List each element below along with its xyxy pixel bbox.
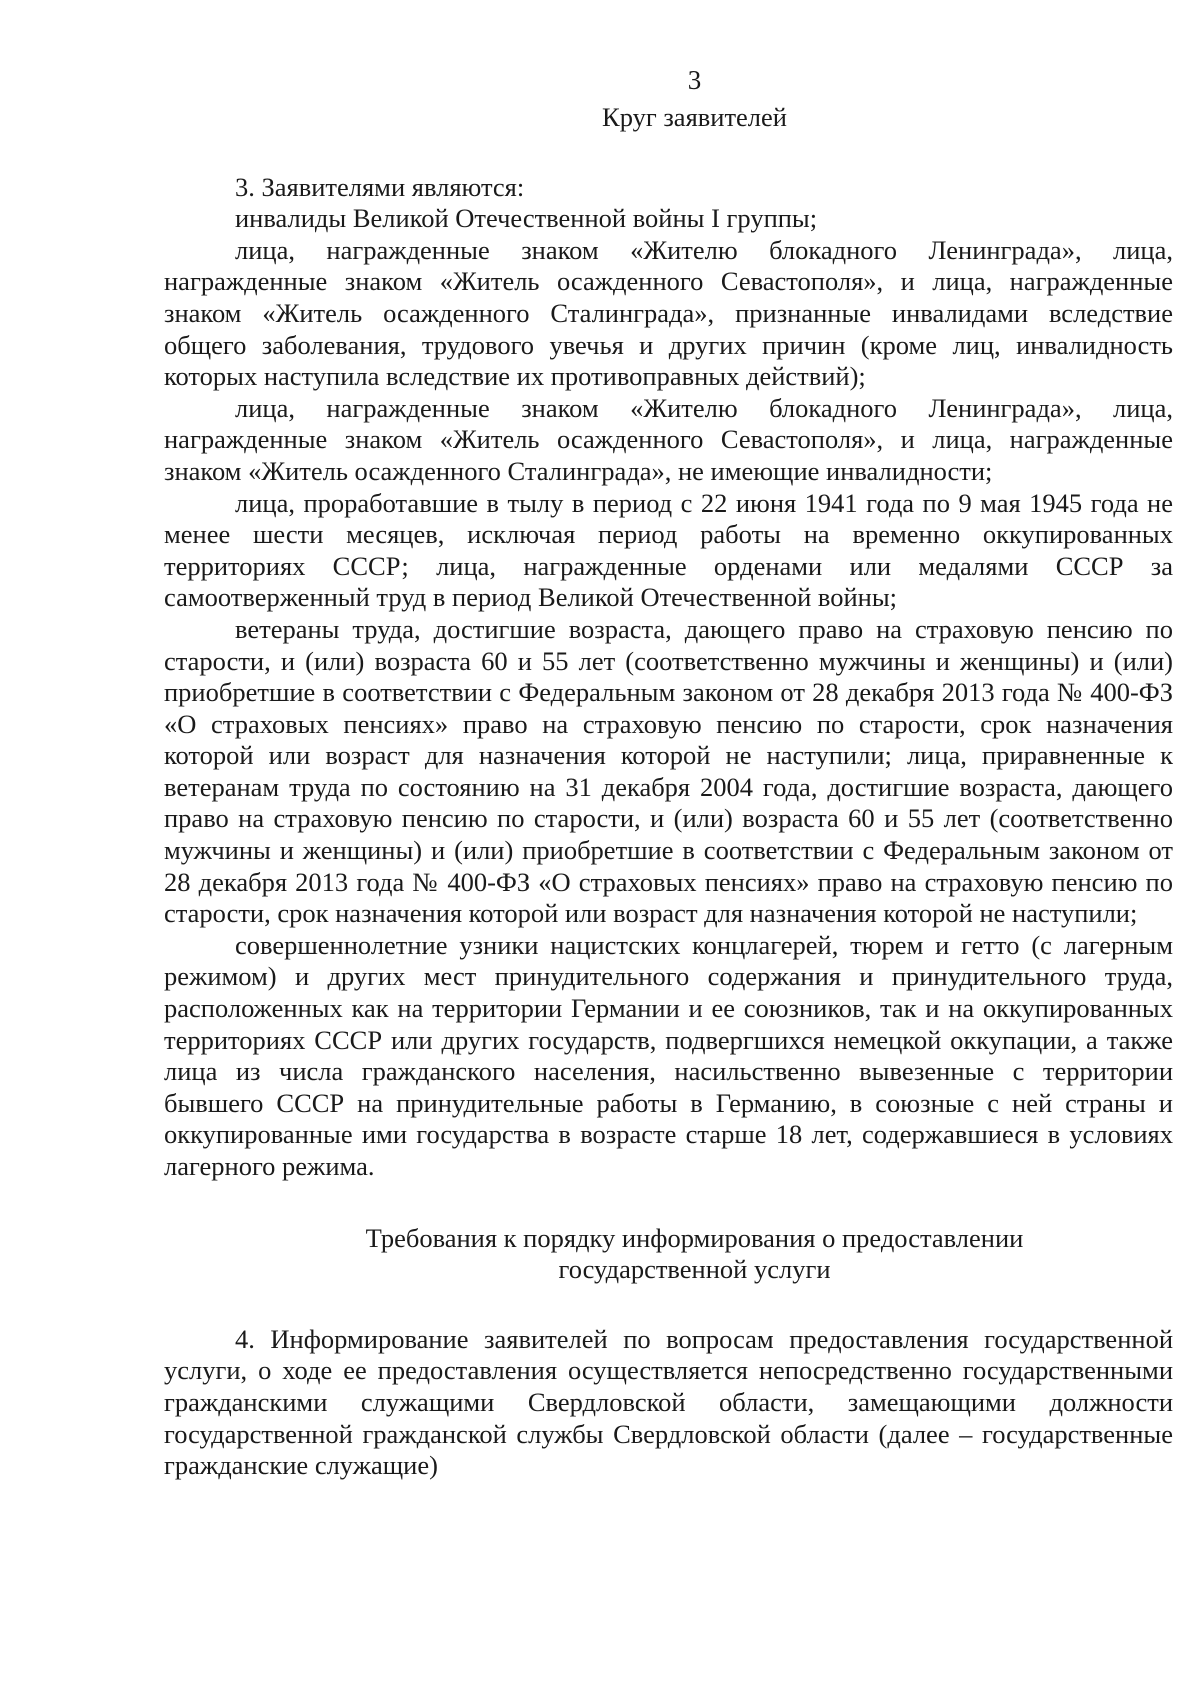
heading-line: Требования к порядку информирования о предоставлении — [365, 1222, 1024, 1253]
page-content — [164, 62, 1173, 1482]
paragraph: лица, проработавшие в тылу в период с 22 июня 1941 года по 9 мая 1945 года не менее шести месяцев, исключая период работы на временно оккупированных территориях СССР; лица, награжденные орденами или медалями СССР за самоотверженный труд в период Великой Отечественной войны; — [164, 487, 1173, 613]
paragraph: 3. Заявителями являются: — [235, 171, 525, 202]
paragraph: лица, награжденные знаком «Жителю блокадного Ленинграда», лица, награжденные знаком «Житель осажденного Севастополя», и лица, награжденные знаком «Житель осажденного Сталинграда», не имеющие инвалидности; — [164, 392, 1173, 486]
paragraph: лица, награжденные знаком «Жителю блокадного Ленинграда», лица, награжденные знаком «Житель осажденного Севастополя», и лица, награжденные знаком «Житель осажденного Сталинграда», признанные инвалидами вследствие общего заболевания, трудового увечья и других причин (кроме лиц, инвалидность которых наступила вследствие их противоправных действий); — [164, 234, 1173, 392]
paragraph: 4. Информирование заявителей по вопросам предоставления государственной услуги, о ходе ее предоставления осуществляется непосредственно государственными гражданскими служащими Свердловской области, замещающими должности государственной гражданской службы Свердловской области (далее – государственные гражданские служащие) — [164, 1323, 1173, 1481]
paragraph: совершеннолетние узники нацистских концлагерей, тюрем и гетто (с лагерным режимом) и других мест принудительного содержания и принудительного труда, расположенных как на территории Германии и ее союзников, так и на оккупированных территориях СССР или других государств, подвергшихся немецкой оккупации, а также лица из числа гражданского населения, насильственно вывезенные с территории бывшего СССР на принудительные работы в Германию, в союзные с ней страны и оккупированные ими государства в возрасте старше 18 лет, содержавшиеся в условиях лагерного режима. — [164, 929, 1173, 1181]
spacer — [164, 134, 1173, 172]
section-heading-applicants: Круг заявителей — [602, 102, 787, 132]
spacer — [164, 1286, 1173, 1324]
section-heading-information-requirements — [216, 1223, 1173, 1286]
heading-line: государственной услуги — [558, 1254, 831, 1285]
page-number: 3 — [687, 65, 702, 95]
paragraph: ветераны труда, достигшие возраста, дающего право на страховую пенсию по старости, и (или) возраста 60 и 55 лет (соответственно мужчины и женщины) и (или) приобретшие в соответствии с Федеральным законом от 28 декабря 2013 года № 400-ФЗ «О страховых пенсиях» право на страховую пенсию по старости, срок назначения которой или возраст для назначения которой не наступили; лица, приравненные к ветеранам труда по состоянию на 31 декабря 2004 года, достигшие возраста, дающего право на страховую пенсию по старости, и (или) возраста 60 и 55 лет (соответственно мужчины и женщины) и (или) приобретшие в соответствии с Федеральным законом от 28 декабря 2013 года № 400-ФЗ «О страховых пенсиях» право на страховую пенсию по старости, срок назначения которой или возраст для назначения которой не наступили; — [164, 613, 1173, 929]
spacer — [164, 1183, 1173, 1223]
paragraph: инвалиды Великой Отечественной войны I группы; — [235, 203, 818, 234]
